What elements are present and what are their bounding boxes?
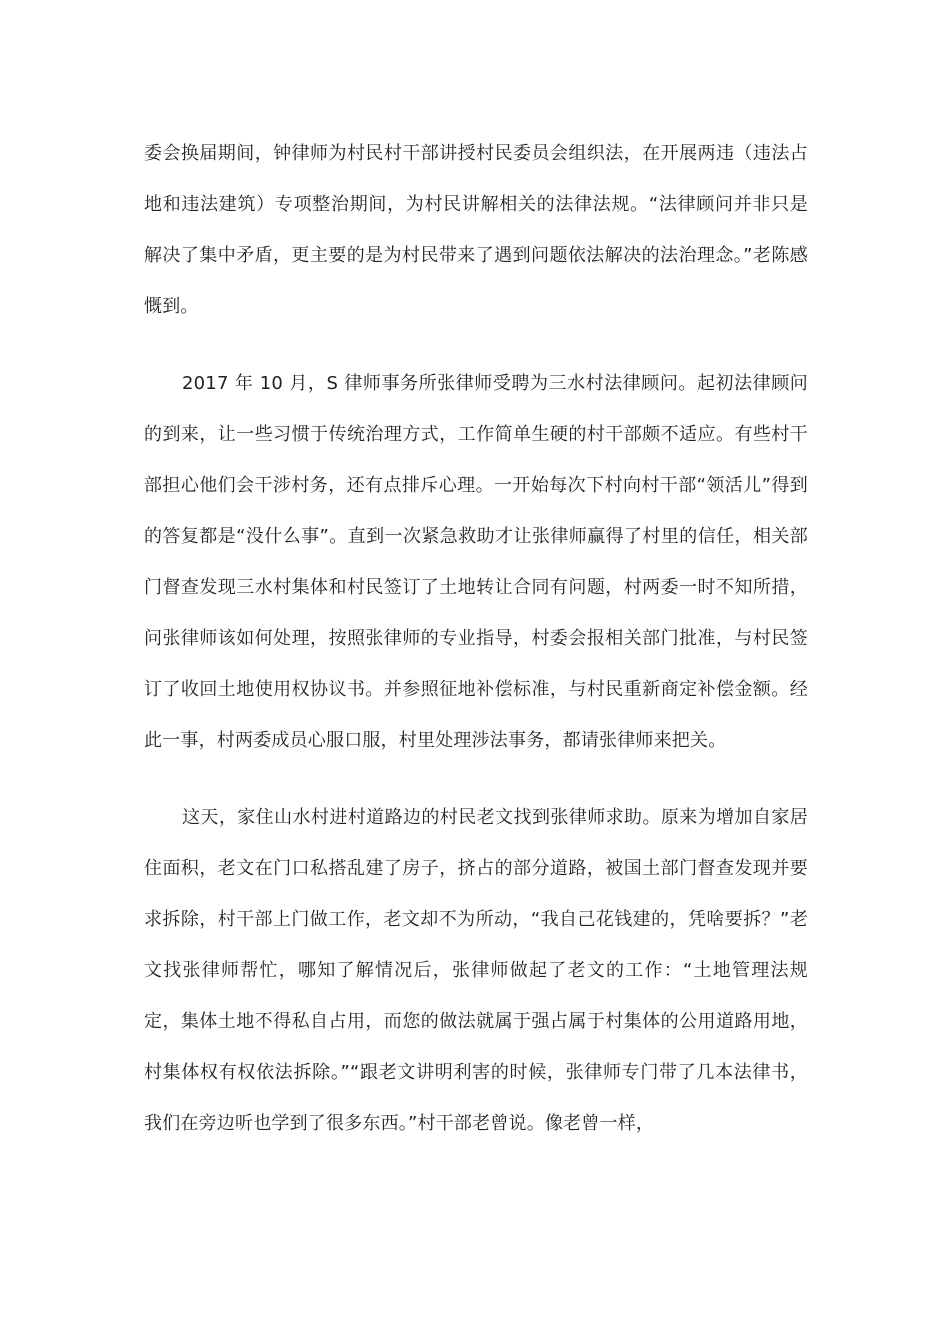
paragraph-continuation: 委会换届期间，钟律师为村民村干部讲授村民委员会组织法，在开展两违（违法占地和违法建筑）专项整治期间，为村民讲解相关的法律法规。“法律顾问并非只是解决了集中矛盾，更主要的是为村民带来了遇到问题依法解决的法治理念。”老陈感慨到。 (144, 143, 808, 317)
document-body (144, 128, 808, 1175)
paragraph-lawyer-zhang-hired: 2017 年 10 月，S 律师事务所张律师受聘为三水村法律顾问。起初法律顾问的到来，让一些习惯于传统治理方式，工作简单生硬的村干部颇不适应。有些村干部担心他们会干涉村务，还有点排斥心理。一开始每次下村向村干部“领活儿”得到的答复都是“没什么事”。直到一次紧急救助才让张律师赢得了村里的信任，相关部门督查发现三水村集体和村民签订了土地转让合同有问题，村两委一时不知所措，问张律师该如何处理，按照张律师的专业指导，村委会报相关部门批准，与村民签订了收回土地使用权协议书。并参照征地补偿标准，与村民重新商定补偿金额。经此一事，村两委成员心服口服，村里处理涉法事务，都请张律师来把关。 (144, 373, 808, 751)
paragraph-lao-wen-case: 这天，家住山水村进村道路边的村民老文找到张律师求助。原来为增加自家居住面积，老文在门口私搭乱建了房子，挤占的部分道路，被国土部门督查发现并要求拆除，村干部上门做工作，老文却不为所动，“我自己花钱建的，凭啥要拆？”老文找张律师帮忙，哪知了解情况后，张律师做起了老文的工作：“土地管理法规定，集体土地不得私自占用，而您的做法就属于强占属于村集体的公用道路用地，村集体权有权依法拆除。”“跟老文讲明利害的时候，张律师专门带了几本法律书，我们在旁边听也学到了很多东西。”村干部老曾说。像老曾一样， (144, 807, 808, 1134)
